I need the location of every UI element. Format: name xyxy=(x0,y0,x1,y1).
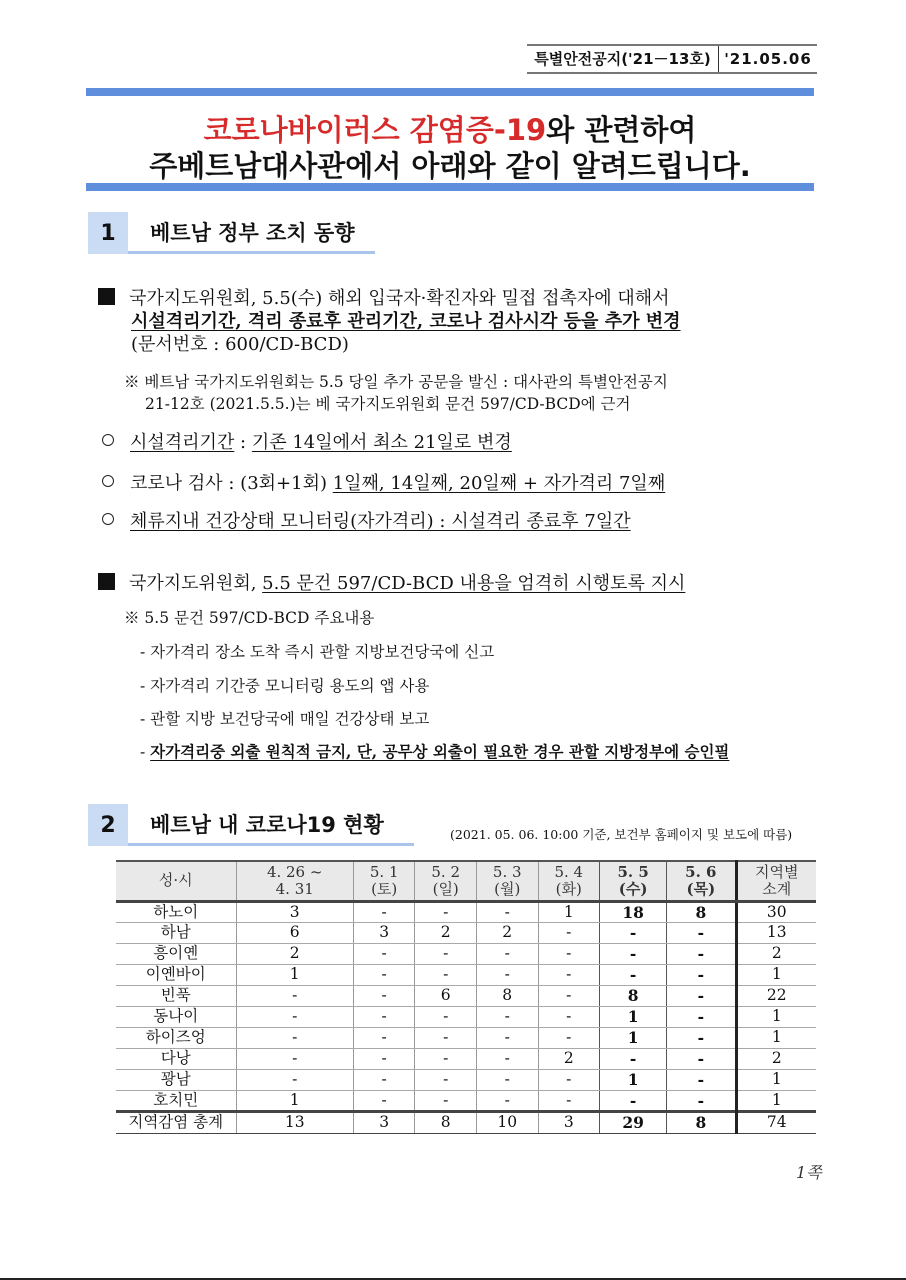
subtotal-cell: 1 xyxy=(736,1006,816,1027)
province-cell: 지역감염 총계 xyxy=(116,1111,236,1133)
count-cell: 3 xyxy=(538,1111,600,1133)
count-cell: 3 xyxy=(353,1111,415,1133)
header-may2: 5. 2 (일) xyxy=(415,861,477,901)
title-line-2: 주베트남대사관에서 아래와 같이 알려드립니다. xyxy=(149,149,751,183)
province-cell: 이옌바이 xyxy=(116,964,236,985)
notice-box xyxy=(527,44,817,74)
count-cell: - xyxy=(476,964,538,985)
count-cell: 8 xyxy=(667,1111,736,1133)
note-1-line-2: 21-12호 (2021.5.5.)는 베 국가지도위원회 문건 597/CD-BCD에 근거 xyxy=(145,395,631,413)
count-cell: - xyxy=(667,1069,736,1090)
subtotal-cell: 74 xyxy=(736,1111,816,1133)
table-header-row xyxy=(116,861,816,901)
section-2-number: 2 xyxy=(88,804,128,846)
count-cell: - xyxy=(600,1090,667,1111)
count-cell: - xyxy=(353,1069,415,1090)
count-cell: 2 xyxy=(476,922,538,943)
count-cell: 13 xyxy=(236,1111,353,1133)
count-cell: 18 xyxy=(600,901,667,922)
count-cell: - xyxy=(415,964,477,985)
note-2: ※ 5.5 문건 597/CD-BCD 주요내용 xyxy=(124,609,375,627)
count-cell: 1 xyxy=(600,1006,667,1027)
count-cell: - xyxy=(538,922,600,943)
subtotal-cell: 22 xyxy=(736,985,816,1006)
section-1-number: 1 xyxy=(88,212,128,254)
title-bottom-bar xyxy=(86,183,814,191)
count-cell: 1 xyxy=(600,1069,667,1090)
table-row xyxy=(116,1027,816,1048)
count-cell: - xyxy=(667,1027,736,1048)
subtotal-cell: 1 xyxy=(736,1069,816,1090)
count-cell: - xyxy=(415,1048,477,1069)
count-cell: - xyxy=(415,1027,477,1048)
square-bullet-icon xyxy=(98,288,115,305)
province-cell: 하남 xyxy=(116,922,236,943)
count-cell: - xyxy=(476,1048,538,1069)
bullet-facility-quarantine: 시설격리기간 : 기존 14일에서 최소 21일로 변경 xyxy=(102,428,512,454)
count-cell: - xyxy=(538,1006,600,1027)
count-cell: - xyxy=(600,922,667,943)
title-red-text: 코로나바이러스 감염증-19 xyxy=(203,113,547,147)
dash-item-1: - 자가격리 장소 도착 즉시 관할 지방보건당국에 신고 xyxy=(140,643,495,661)
count-cell: - xyxy=(476,1006,538,1027)
note-1-line-1: ※ 베트남 국가지도위원회는 5.5 당일 추가 공문을 발신 : 대사관의 특별안전공지 xyxy=(124,373,668,391)
header-province: 성·시 xyxy=(116,861,236,901)
item-2: 국가지도위원회, 5.5 문건 597/CD-BCD 내용을 엄격히 시행토록 지시 xyxy=(98,569,685,595)
count-cell: - xyxy=(236,1027,353,1048)
section-2-title: 베트남 내 코로나19 현황 xyxy=(128,804,414,846)
count-cell: - xyxy=(538,985,600,1006)
table-total-row xyxy=(116,1111,816,1133)
table-row xyxy=(116,922,816,943)
province-cell: 하노이 xyxy=(116,901,236,922)
count-cell: - xyxy=(667,943,736,964)
page-number: 1쪽 xyxy=(796,1163,822,1182)
title-top-bar xyxy=(86,88,814,96)
count-cell: 10 xyxy=(476,1111,538,1133)
count-cell: 8 xyxy=(415,1111,477,1133)
count-cell: - xyxy=(667,922,736,943)
count-cell: - xyxy=(600,943,667,964)
count-cell: - xyxy=(353,1006,415,1027)
source-note: (2021. 05. 06. 10:00 기준, 보건부 홈페이지 및 보도에 따름) xyxy=(450,827,793,842)
count-cell: 6 xyxy=(236,922,353,943)
province-cell: 다낭 xyxy=(116,1048,236,1069)
section-2-header xyxy=(88,804,414,846)
notice-number: 특별안전공지('21－13호) xyxy=(527,46,719,72)
table-row xyxy=(116,1048,816,1069)
count-cell: - xyxy=(353,985,415,1006)
header-may3: 5. 3 (월) xyxy=(476,861,538,901)
subtotal-cell: 2 xyxy=(736,943,816,964)
province-cell: 하이즈엉 xyxy=(116,1027,236,1048)
count-cell: 8 xyxy=(600,985,667,1006)
title-line-1 xyxy=(86,108,814,149)
count-cell: - xyxy=(415,1090,477,1111)
province-cell: 꽝남 xyxy=(116,1069,236,1090)
covid-cases-table xyxy=(116,860,816,1134)
province-cell: 빈푹 xyxy=(116,985,236,1006)
count-cell: - xyxy=(476,1027,538,1048)
subtotal-cell: 30 xyxy=(736,901,816,922)
count-cell: 1 xyxy=(538,901,600,922)
section-1-header xyxy=(88,212,375,254)
bullet-health-monitoring: 체류지내 건강상태 모니터링(자가격리) : 시설격리 종료후 7일간 xyxy=(102,507,631,533)
count-cell: - xyxy=(236,1069,353,1090)
count-cell: - xyxy=(236,985,353,1006)
table-row xyxy=(116,1069,816,1090)
count-cell: 29 xyxy=(600,1111,667,1133)
circle-bullet-icon xyxy=(102,513,114,525)
table-row xyxy=(116,1006,816,1027)
table-row xyxy=(116,1090,816,1111)
count-cell: 3 xyxy=(236,901,353,922)
notice-date: '21.05.06 xyxy=(724,50,812,68)
count-cell: - xyxy=(538,1069,600,1090)
count-cell: 1 xyxy=(600,1027,667,1048)
table-row xyxy=(116,964,816,985)
province-cell: 동나이 xyxy=(116,1006,236,1027)
count-cell: - xyxy=(667,1048,736,1069)
count-cell: - xyxy=(538,1090,600,1111)
count-cell: - xyxy=(476,1090,538,1111)
subtotal-cell: 1 xyxy=(736,964,816,985)
table-row xyxy=(116,901,816,922)
count-cell: - xyxy=(353,901,415,922)
count-cell: - xyxy=(353,964,415,985)
count-cell: - xyxy=(353,943,415,964)
bullet-covid-test: 코로나 검사 : (3회+1회) 1일째, 14일째, 20일째 + 자가격리 7일째 xyxy=(102,469,665,495)
title-black-text: 와 관련하여 xyxy=(546,113,697,147)
header-period: 4. 26 ~ 4. 31 xyxy=(236,861,353,901)
item-1-line-1: 국가지도위원회, 5.5(수) 해외 입국자·확진자와 밀접 접촉자에 대해서 xyxy=(98,284,670,310)
subtotal-cell: 1 xyxy=(736,1090,816,1111)
province-cell: 호치민 xyxy=(116,1090,236,1111)
table-row xyxy=(116,943,816,964)
dash-item-2: - 자가격리 기간중 모니터링 용도의 앱 사용 xyxy=(140,677,430,695)
subtotal-cell: 13 xyxy=(736,922,816,943)
subtotal-cell: 1 xyxy=(736,1027,816,1048)
count-cell: 8 xyxy=(476,985,538,1006)
count-cell: 6 xyxy=(415,985,477,1006)
item-1-line-2: 시설격리기간, 격리 종료후 관리기간, 코로나 검사시각 등을 추가 변경 xyxy=(131,311,681,332)
count-cell: - xyxy=(415,1069,477,1090)
header-may6: 5. 6 (목) xyxy=(667,861,736,901)
table-row xyxy=(116,985,816,1006)
header-may4: 5. 4 (화) xyxy=(538,861,600,901)
count-cell: 2 xyxy=(415,922,477,943)
province-cell: 흥이옌 xyxy=(116,943,236,964)
section-1-title: 베트남 정부 조치 동향 xyxy=(128,212,375,254)
count-cell: - xyxy=(667,1006,736,1027)
count-cell: 2 xyxy=(236,943,353,964)
count-cell: - xyxy=(538,943,600,964)
count-cell: - xyxy=(667,985,736,1006)
count-cell: - xyxy=(600,964,667,985)
count-cell: - xyxy=(667,964,736,985)
count-cell: 1 xyxy=(236,1090,353,1111)
count-cell: 2 xyxy=(538,1048,600,1069)
count-cell: - xyxy=(476,1069,538,1090)
count-cell: 3 xyxy=(353,922,415,943)
circle-bullet-icon xyxy=(102,434,114,446)
count-cell: - xyxy=(667,1090,736,1111)
header-may5: 5. 5 (수) xyxy=(600,861,667,901)
count-cell: - xyxy=(353,1027,415,1048)
count-cell: - xyxy=(538,1027,600,1048)
count-cell: - xyxy=(415,1006,477,1027)
circle-bullet-icon xyxy=(102,475,114,487)
count-cell: - xyxy=(353,1048,415,1069)
count-cell: - xyxy=(600,1048,667,1069)
subtotal-cell: 2 xyxy=(736,1048,816,1069)
count-cell: - xyxy=(236,1006,353,1027)
count-cell: 1 xyxy=(236,964,353,985)
count-cell: - xyxy=(476,901,538,922)
header-may1: 5. 1 (토) xyxy=(353,861,415,901)
count-cell: - xyxy=(476,943,538,964)
count-cell: - xyxy=(538,964,600,985)
count-cell: - xyxy=(415,943,477,964)
item-1-line-3: (문서번호 : 600/CD-BCD) xyxy=(131,334,349,355)
count-cell: - xyxy=(353,1090,415,1111)
count-cell: 8 xyxy=(667,901,736,922)
square-bullet-icon xyxy=(98,573,115,590)
count-cell: - xyxy=(415,901,477,922)
count-cell: - xyxy=(236,1048,353,1069)
dash-item-4: - 자가격리중 외출 원칙적 금지, 단, 공무상 외출이 필요한 경우 관할 지방정부에 승인필 xyxy=(140,742,730,761)
header-subtotal: 지역별 소계 xyxy=(736,861,816,901)
dash-item-3: - 관할 지방 보건당국에 매일 건강상태 보고 xyxy=(140,710,430,728)
